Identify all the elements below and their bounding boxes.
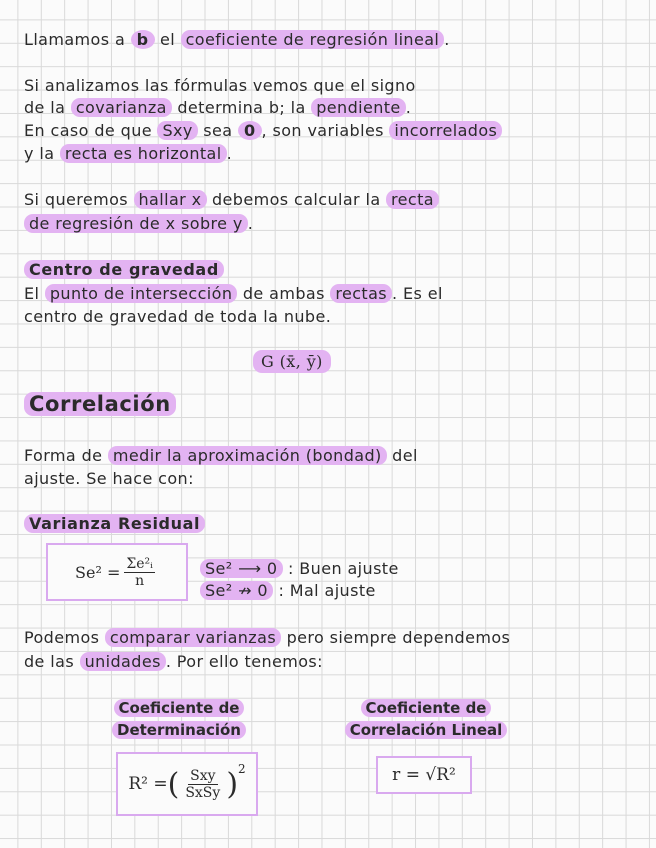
text-segment: : Buen ajuste xyxy=(288,559,399,578)
hallar-line-2 xyxy=(24,214,253,234)
highlight-coeficiente: coeficiente de regresión lineal xyxy=(181,30,445,49)
fraction-denominator: n xyxy=(135,572,145,589)
text-segment: sea xyxy=(203,121,233,140)
text-segment: Si queremos xyxy=(24,190,129,209)
text-segment: . xyxy=(226,144,233,163)
det-title-line-1: Coeficiente de xyxy=(114,699,245,717)
highlight-medir-aproximacion: medir la aproximación (bondad) xyxy=(108,446,387,465)
text-segment: de la xyxy=(24,98,66,117)
formula-fraction xyxy=(124,556,155,589)
highlight-se-to-zero: Se² ⟶ 0 xyxy=(200,559,283,578)
text-segment: ajuste. Se hace con: xyxy=(24,469,194,488)
formula-r: r = √R² xyxy=(392,765,456,785)
highlight-covarianza: covarianza xyxy=(71,98,172,117)
highlight-unidades: unidades xyxy=(80,652,166,671)
text-segment: El xyxy=(24,284,40,303)
comparar-line-1 xyxy=(24,628,510,648)
det-fraction xyxy=(183,768,222,801)
highlight-recta-horizontal: recta es horizontal xyxy=(60,144,227,163)
intro-line xyxy=(24,30,450,50)
text-segment: . xyxy=(247,214,254,233)
highlight-zero: 0 xyxy=(238,121,262,140)
centro-line-2 xyxy=(24,307,331,327)
text-segment: . xyxy=(444,30,450,49)
varianza-formula-box xyxy=(46,543,188,601)
text-segment: el xyxy=(160,30,176,49)
formula-g: G (x̄, ȳ) xyxy=(253,350,331,373)
section-title-correlacion xyxy=(24,394,176,414)
centro-line-1 xyxy=(24,284,443,304)
section-title-centro xyxy=(24,260,224,280)
text-segment: . Por ello tenemos: xyxy=(165,652,323,671)
varianza-title-text: Varianza Residual xyxy=(24,514,205,533)
text-segment: y la xyxy=(24,144,55,163)
text-segment: , son variables xyxy=(261,121,384,140)
correlacion-line-1 xyxy=(24,446,418,466)
det-formula-box xyxy=(116,752,258,816)
text-segment: centro de gravedad de toda la nube. xyxy=(24,307,332,326)
fraction-numerator: Sxy xyxy=(190,767,216,784)
centro-formula xyxy=(253,352,331,372)
highlight-hallar: hallar x xyxy=(134,190,207,209)
text-segment: . xyxy=(405,98,412,117)
lin-title-line-1: Coeficiente de xyxy=(361,699,492,717)
text-segment: : Mal ajuste xyxy=(278,581,376,600)
analysis-line-3 xyxy=(24,121,502,141)
highlight-rectas: rectas xyxy=(330,284,392,303)
correlacion-line-2 xyxy=(24,469,194,489)
text-segment: debemos calcular la xyxy=(212,190,381,209)
paren-open: ( xyxy=(167,766,180,802)
highlight-regresion-x-sobre-y: de regresión de x sobre y xyxy=(24,214,248,233)
highlight-b: b xyxy=(131,30,155,49)
text-segment: Si analizamos las fórmulas vemos que el signo xyxy=(24,76,416,95)
centro-title-text: Centro de gravedad xyxy=(24,260,224,279)
text-segment: En caso de que xyxy=(24,121,152,140)
text-segment: del xyxy=(392,446,418,465)
formula-lhs: Se² = xyxy=(75,562,121,582)
analysis-line-4 xyxy=(24,144,232,164)
text-segment: Forma de xyxy=(24,446,103,465)
lin-title xyxy=(316,697,536,741)
text-segment: de ambas xyxy=(242,284,325,303)
highlight-pendiente: pendiente xyxy=(311,98,405,117)
exponent: 2 xyxy=(238,762,246,776)
text-segment: Llamamos a xyxy=(24,30,126,49)
highlight-sxy: Sxy xyxy=(157,121,197,140)
det-title-line-2: Determinación xyxy=(112,721,246,739)
highlight-punto-interseccion: punto de intersección xyxy=(45,284,238,303)
highlight-recta: recta xyxy=(386,190,439,209)
text-segment: determina b; la xyxy=(177,98,306,117)
text-segment: pero siempre dependemos xyxy=(286,628,511,647)
text-segment: . Es el xyxy=(392,284,443,303)
paren-close: ) xyxy=(226,766,239,802)
det-title xyxy=(84,697,274,741)
analysis-line-2 xyxy=(24,98,411,118)
highlight-incorrelados: incorrelados xyxy=(389,121,502,140)
highlight-se-not-zero: Se² ↛ 0 xyxy=(200,581,273,600)
lin-title-line-2: Correlación Lineal xyxy=(345,721,508,739)
section-title-varianza xyxy=(24,514,205,534)
lin-formula-box xyxy=(376,756,472,794)
formula-lhs: R² = xyxy=(128,774,168,794)
text-segment: de las xyxy=(24,652,75,671)
buen-ajuste-line xyxy=(200,559,399,579)
fraction-numerator: Σe²ᵢ xyxy=(126,555,153,572)
analysis-line-1 xyxy=(24,76,416,96)
correlacion-title-text: Correlación xyxy=(24,392,176,416)
fraction-denominator: SxSy xyxy=(185,784,221,801)
comparar-line-2 xyxy=(24,652,323,672)
mal-ajuste-line xyxy=(200,581,376,601)
hallar-line-1 xyxy=(24,190,439,210)
highlight-comparar-varianzas: comparar varianzas xyxy=(105,628,281,647)
text-segment: Podemos xyxy=(24,628,100,647)
